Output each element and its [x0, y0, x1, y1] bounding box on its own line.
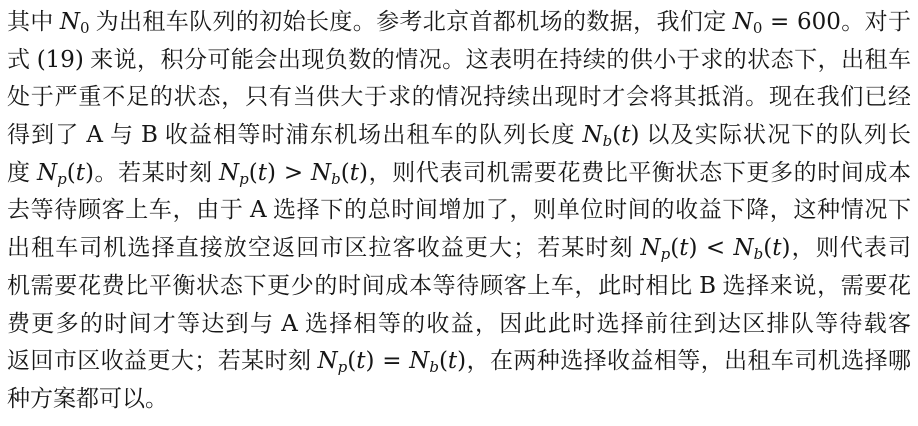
- math-token: N: [732, 9, 753, 35]
- math-token: ): [630, 122, 640, 149]
- math-token: N: [218, 159, 240, 186]
- chinese-text: 机需要花费比平衡状态下更少的时间成本等待顾客上车，此时相比: [7, 272, 700, 298]
- chinese-text: 处于严重不足的状态，只有当供大于求的情况持续出现时才会将其抵消。现在我们已经: [7, 84, 911, 110]
- text-line: [7, 267, 911, 305]
- math-token: (: [763, 235, 773, 262]
- math-token: (: [347, 348, 357, 375]
- math-token: B: [699, 272, 717, 299]
- math-token: (: [670, 235, 680, 262]
- math-token: ): [365, 348, 375, 375]
- text-line: [7, 191, 911, 229]
- chinese-text: 选择下的总时间增加了，则单位时间的收益下降，这种情况下: [266, 197, 912, 223]
- math-token: t: [679, 235, 689, 262]
- text-line: [7, 41, 911, 79]
- math-token: ): [688, 235, 698, 262]
- math-token: 0: [752, 19, 763, 37]
- math-token: t: [257, 159, 267, 186]
- chinese-text: 与: [103, 122, 142, 148]
- chinese-text: 返回市区收益更大；若某时刻: [7, 348, 318, 374]
- chinese-text: ，则代表司: [790, 235, 912, 261]
- math-token: N: [317, 348, 338, 375]
- chinese-text: 其中: [7, 9, 60, 34]
- chinese-text: 选择相等的收益，因此此时选择前往到达区排队等待载客: [297, 310, 912, 336]
- text-line: [7, 154, 911, 192]
- math-token: t: [356, 348, 366, 375]
- math-token: ): [359, 159, 368, 186]
- math-token: ): [84, 159, 94, 186]
- math-token: p: [337, 358, 348, 377]
- math-token: p: [239, 169, 249, 188]
- math-token: A: [281, 310, 298, 337]
- math-token: >: [275, 159, 312, 186]
- text-line: [7, 78, 911, 116]
- math-token: (: [248, 159, 258, 186]
- math-token: A: [249, 197, 267, 224]
- math-token: b: [429, 358, 439, 377]
- text-line: [7, 380, 911, 418]
- chinese-text: ，则代表司机需要花费比平衡状态下更多的时间成本: [368, 159, 912, 185]
- math-token: t: [447, 348, 458, 375]
- math-token: ): [457, 348, 467, 375]
- chinese-text: 出租车司机选择直接放空返回市区拉客收益更大；若某时刻: [7, 235, 641, 261]
- chinese-text: 以及实际状况下的队列长: [639, 122, 912, 148]
- chinese-text: 度: [7, 159, 37, 185]
- math-token: ): [266, 159, 276, 186]
- math-token: b: [602, 132, 613, 151]
- math-token: ): [781, 235, 791, 262]
- math-token: (: [438, 348, 448, 375]
- math-token: t: [621, 122, 631, 149]
- chinese-text: 来说，积分可能会出现负数的情况。这表明在持续的供小于求的状态下，出租车: [83, 46, 912, 72]
- math-token: (: [66, 159, 76, 186]
- chinese-text: 得到了: [7, 122, 87, 148]
- text-line: [7, 3, 911, 41]
- chinese-text: 为出租车队列的初始长度。参考北京首都机场的数据，我们定: [89, 9, 733, 34]
- math-token: =: [374, 348, 410, 375]
- math-token: (: [340, 159, 350, 186]
- math-token: = 600: [762, 9, 841, 35]
- chinese-text: 。对于: [840, 9, 912, 34]
- chinese-text: 。若某时刻: [93, 159, 219, 185]
- math-token: N: [311, 159, 332, 186]
- text-line: [7, 305, 911, 343]
- chinese-text: 去等待顾客上车，由于: [7, 197, 250, 223]
- math-token: b: [753, 245, 764, 264]
- math-token: N: [640, 235, 661, 262]
- paragraph-body-text: [7, 3, 911, 418]
- chinese-text: 费更多的时间才等达到与: [7, 310, 282, 336]
- math-token: <: [697, 235, 734, 262]
- chinese-text: 收益相等时浦东机场出租车的队列长度: [157, 122, 583, 148]
- chinese-text: 选择来说，需要花: [716, 272, 912, 298]
- math-token: p: [57, 169, 67, 188]
- text-line: [7, 342, 911, 380]
- text-line: [7, 116, 911, 154]
- chinese-text: 式: [7, 46, 37, 72]
- math-token: N: [582, 122, 603, 149]
- math-token: (: [612, 122, 622, 149]
- math-token: t: [75, 159, 85, 186]
- math-token: b: [331, 169, 341, 188]
- math-token: A: [86, 122, 104, 149]
- text-line: [7, 229, 911, 267]
- math-token: p: [660, 245, 671, 264]
- chinese-text: 种方案都可以。: [7, 385, 168, 411]
- math-token: 0: [79, 19, 90, 37]
- math-token: t: [772, 235, 782, 262]
- math-token: N: [36, 159, 58, 186]
- math-token: (19): [36, 46, 84, 73]
- chinese-text: ，在两种选择收益相等，出租车司机选择哪: [466, 348, 911, 374]
- math-token: t: [349, 159, 360, 186]
- math-token: N: [409, 348, 430, 375]
- math-token: B: [141, 122, 158, 149]
- math-token: N: [59, 9, 80, 35]
- math-token: N: [733, 235, 754, 262]
